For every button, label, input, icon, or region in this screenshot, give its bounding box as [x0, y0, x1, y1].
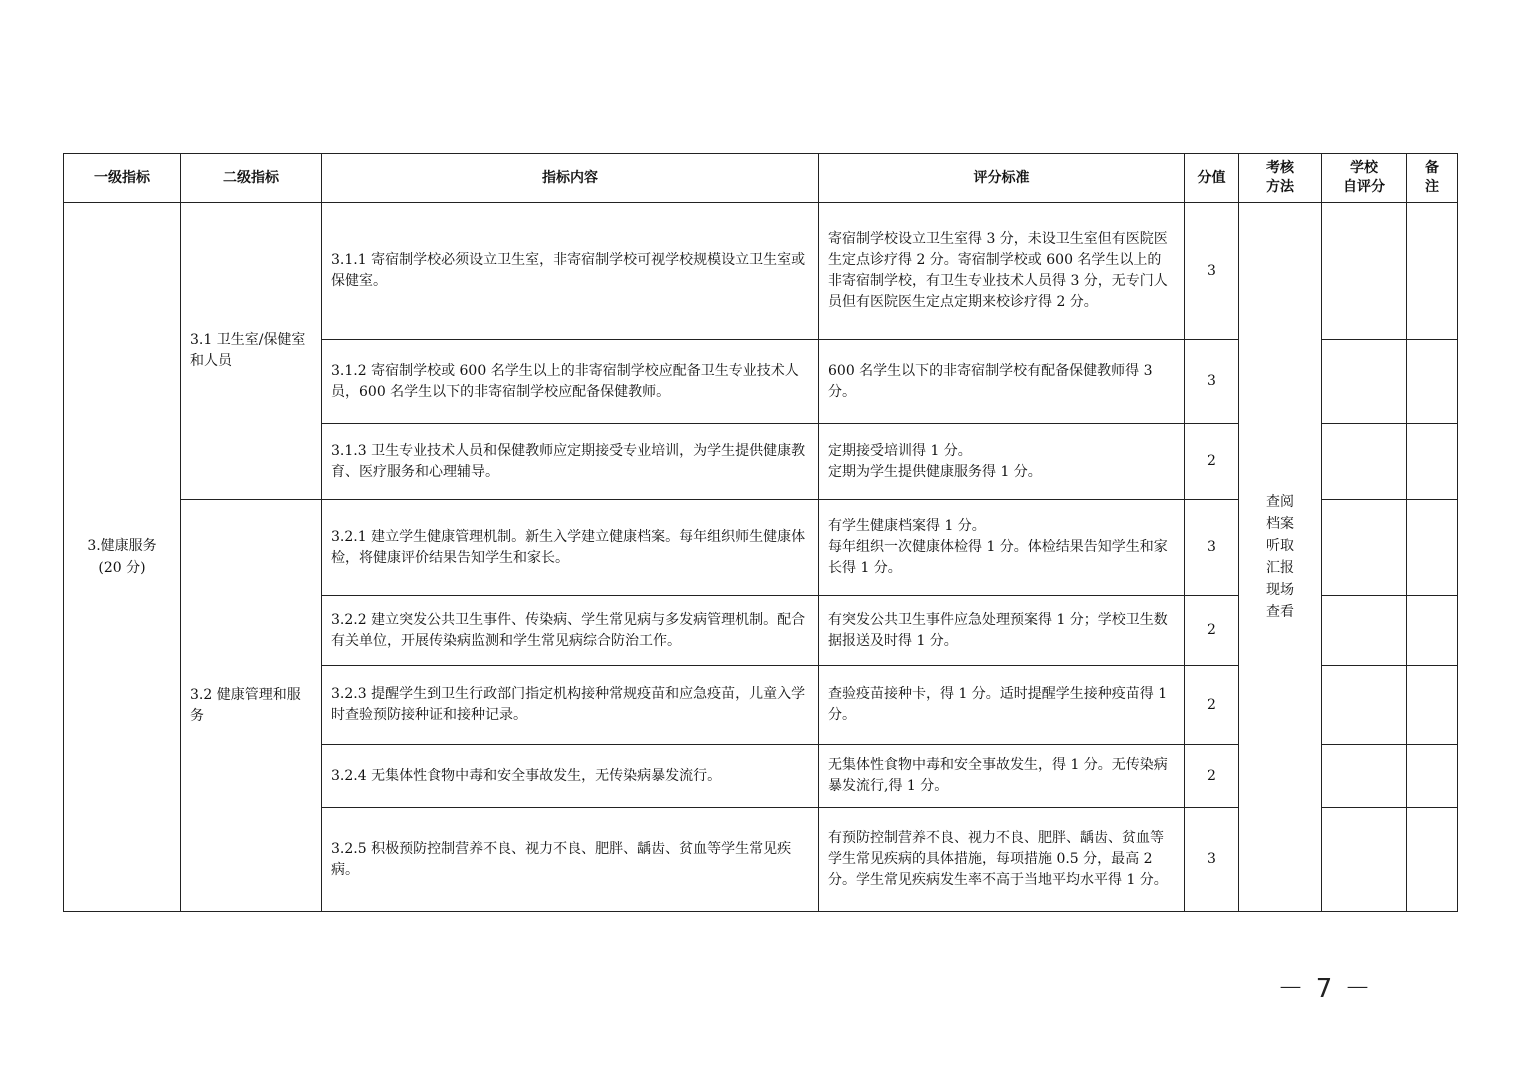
header-row [64, 154, 1458, 203]
level1-label: 3.健康服务 (20 分) [87, 538, 157, 576]
content-cell: 3.2.1 建立学生健康管理机制。新生入学建立健康档案。每年组织师生健康体检，将健康评价结果告知学生和家长。 [322, 500, 819, 596]
level1-cell [64, 203, 181, 912]
remarks-cell[interactable] [1407, 666, 1458, 745]
header-criteria: 评分标准 [819, 154, 1185, 203]
section-3-2-cell [181, 500, 322, 912]
criteria-cell: 定期接受培训得 1 分。 定期为学生提供健康服务得 1 分。 [819, 424, 1185, 500]
self-score-cell[interactable] [1322, 745, 1407, 808]
remarks-cell[interactable] [1407, 340, 1458, 424]
self-score-cell[interactable] [1322, 666, 1407, 745]
score-cell: 2 [1185, 596, 1239, 666]
header-content: 指标内容 [322, 154, 819, 203]
header-remarks: 备 注 [1407, 154, 1458, 203]
score-cell: 3 [1185, 500, 1239, 596]
content-cell: 3.2.2 建立突发公共卫生事件、传染病、学生常见病与多发病管理机制。配合有关单位，开展传染病监测和学生常见病综合防治工作。 [322, 596, 819, 666]
self-score-cell[interactable] [1322, 424, 1407, 500]
criteria-cell: 有突发公共卫生事件应急处理预案得 1 分；学校卫生数据报送及时得 1 分。 [819, 596, 1185, 666]
header-score: 分值 [1185, 154, 1239, 203]
self-score-cell[interactable] [1322, 596, 1407, 666]
content-cell: 3.1.2 寄宿制学校或 600 名学生以上的非寄宿制学校应配备卫生专业技术人员，600 名学生以下的非寄宿制学校应配备保健教师。 [322, 340, 819, 424]
self-score-cell[interactable] [1322, 203, 1407, 340]
header-level1: 一级指标 [64, 154, 181, 203]
content-cell: 3.2.4 无集体性食物中毒和安全事故发生，无传染病暴发流行。 [322, 745, 819, 808]
header-method: 考核 方法 [1239, 154, 1322, 203]
section-label: 3.1 卫生室/保健室和人员 [190, 332, 306, 369]
content-cell: 3.1.1 寄宿制学校必须设立卫生室，非寄宿制学校可视学校规模设立卫生室或保健室。 [322, 203, 819, 340]
score-cell: 3 [1185, 808, 1239, 912]
remarks-cell[interactable] [1407, 500, 1458, 596]
method-cell [1239, 203, 1322, 912]
header-level2: 二级指标 [181, 154, 322, 203]
method-label: 查阅 档案 听取 汇报 现场 查看 [1265, 494, 1294, 620]
criteria-cell: 无集体性食物中毒和安全事故发生，得 1 分。无传染病暴发流行,得 1 分。 [819, 745, 1185, 808]
score-cell: 3 [1185, 203, 1239, 340]
criteria-cell: 有预防控制营养不良、视力不良、肥胖、龋齿、贫血等学生常见疾病的具体措施，每项措施 0.5 分，最高 2 分。学生常见疾病发生率不高于当地平均水平得 1 分。 [819, 808, 1185, 912]
score-cell: 2 [1185, 745, 1239, 808]
criteria-cell: 有学生健康档案得 1 分。 每年组织一次健康体检得 1 分。体检结果告知学生和家长得 1 分。 [819, 500, 1185, 596]
table-row [64, 203, 1458, 340]
self-score-cell[interactable] [1322, 808, 1407, 912]
page-number: － 7 － [1277, 974, 1373, 1004]
remarks-cell[interactable] [1407, 596, 1458, 666]
criteria-cell: 600 名学生以下的非寄宿制学校有配备保健教师得 3 分。 [819, 340, 1185, 424]
self-score-cell[interactable] [1322, 500, 1407, 596]
content-cell: 3.1.3 卫生专业技术人员和保健教师应定期接受专业培训，为学生提供健康教育、医疗服务和心理辅导。 [322, 424, 819, 500]
score-cell: 2 [1185, 424, 1239, 500]
section-label: 3.2 健康管理和服务 [190, 686, 301, 724]
criteria-cell: 查验疫苗接种卡，得 1 分。适时提醒学生接种疫苗得 1 分。 [819, 666, 1185, 745]
remarks-cell[interactable] [1407, 203, 1458, 340]
section-3-1-cell [181, 203, 322, 500]
content-cell: 3.2.5 积极预防控制营养不良、视力不良、肥胖、龋齿、贫血等学生常见疾病。 [322, 808, 819, 912]
remarks-cell[interactable] [1407, 424, 1458, 500]
criteria-cell: 寄宿制学校设立卫生室得 3 分，未设卫生室但有医院医生定点诊疗得 2 分。寄宿制学校或 600 名学生以上的非寄宿制学校，有卫生专业技术人员得 3 分，无专门人员但有医院医生定点定期来校诊疗得 2 分。 [819, 203, 1185, 340]
remarks-cell[interactable] [1407, 745, 1458, 808]
evaluation-table [63, 153, 1458, 912]
self-score-cell[interactable] [1322, 340, 1407, 424]
score-cell: 3 [1185, 340, 1239, 424]
content-cell: 3.2.3 提醒学生到卫生行政部门指定机构接种常规疫苗和应急疫苗，儿童入学时查验预防接种证和接种记录。 [322, 666, 819, 745]
score-cell: 2 [1185, 666, 1239, 745]
remarks-cell[interactable] [1407, 808, 1458, 912]
header-self-score: 学校 自评分 [1322, 154, 1407, 203]
